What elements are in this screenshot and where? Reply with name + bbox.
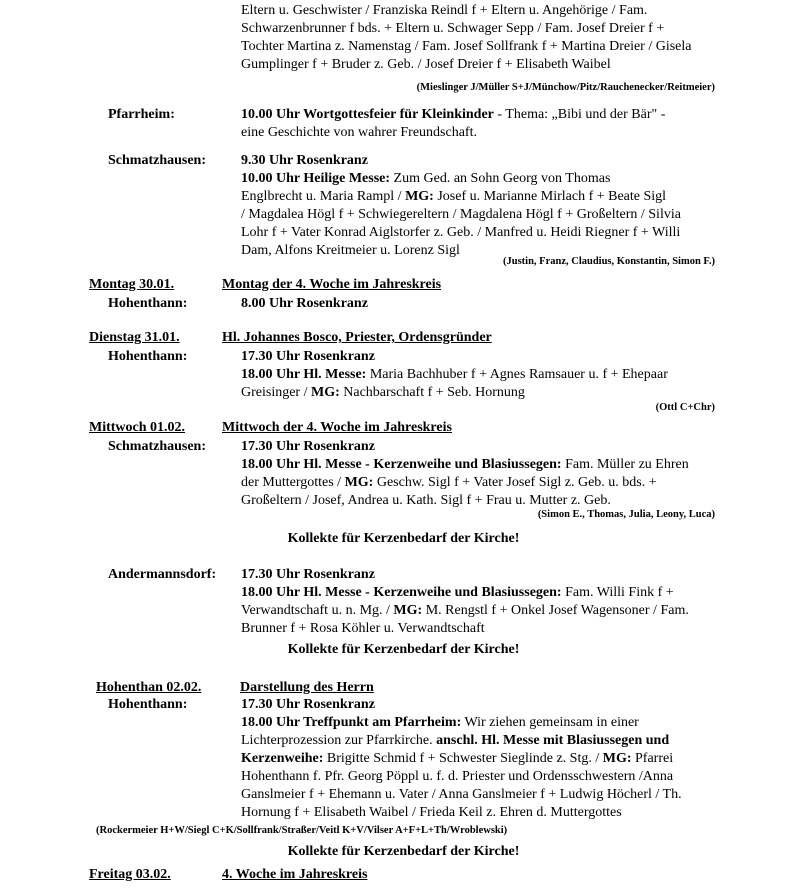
- event-time-title: Kerzenweihe:: [241, 751, 324, 766]
- event-line: [241, 170, 610, 188]
- place-label: Hohenthann:: [108, 296, 188, 311]
- text-segment: Englbrecht u. Maria Rampl /: [241, 189, 406, 204]
- event-line: 9.30 Uhr Rosenkranz: [241, 153, 368, 168]
- day-title: Darstellung des Herrn: [240, 680, 374, 695]
- text-line: Schwarzenbrunner f bds. + Eltern u. Schwager Sepp / Fam. Josef Dreier f +: [241, 21, 665, 36]
- event-line: [241, 106, 665, 124]
- event-line: 17.30 Uhr Rosenkranz: [241, 697, 375, 712]
- event-line: [241, 366, 668, 384]
- event-line: 17.30 Uhr Rosenkranz: [241, 349, 375, 364]
- text-segment: Brigitte Schmid f + Schwester Sieglinde z. Stg. /: [323, 751, 603, 766]
- text-segment: Lichterprozession zur Pfarrkirche.: [241, 733, 437, 748]
- text-line: [241, 188, 666, 206]
- ministrant-list: (Justin, Franz, Claudius, Konstantin, Simon F.): [503, 256, 715, 267]
- event-line: 8.00 Uhr Rosenkranz: [241, 296, 368, 311]
- day-date: Dienstag 31.01.: [89, 330, 180, 345]
- day-title: Hl. Johannes Bosco, Priester, Ordensgründer: [222, 330, 492, 345]
- text-segment: Greisinger /: [241, 385, 311, 400]
- kollekte-notice: Kollekte für Kerzenbedarf der Kirche!: [287, 844, 520, 859]
- day-date: Mittwoch 01.02.: [89, 420, 186, 435]
- kollekte-notice: Kollekte für Kerzenbedarf der Kirche!: [287, 642, 520, 657]
- day-title: 4. Woche im Jahreskreis: [222, 867, 368, 882]
- text-line: Dam, Alfons Kreitmeier u. Lorenz Sigl: [241, 243, 460, 258]
- place-label: Pfarrheim:: [108, 107, 175, 122]
- event-time-title: 18.00 Uhr Hl. Messe - Kerzenweihe und Blasiussegen:: [241, 457, 562, 472]
- text-line: Hornung f + Elisabeth Waibel / Frieda Keil z. Ehren d. Muttergottes: [241, 805, 622, 820]
- text-line: / Magdalea Högl f + Schwiegereltern / Magdalena Högl f + Großeltern / Silvia: [241, 207, 681, 222]
- event-text: Maria Bachhuber f + Agnes Ramsauer u. f + Ehepaar: [366, 367, 668, 382]
- text-line: Großeltern / Josef, Andrea u. Kath. Sigl f + Frau u. Mutter z. Geb.: [241, 493, 611, 508]
- text-line: Eltern u. Geschwister / Franziska Reindl f + Eltern u. Angehörige / Fam.: [241, 3, 648, 18]
- text-segment: Verwandtschaft u. n. Mg. /: [241, 603, 394, 618]
- mg-label: MG:: [602, 751, 632, 766]
- text-segment: M. Rengstl f + Onkel Josef Wagensoner / Fam.: [422, 603, 689, 618]
- text-line: Ganslmeier f + Ehemann u. Vater / Anna Ganslmeier f + Ludwig Höcherl / Th.: [241, 787, 682, 802]
- event-text: Wir ziehen gemeinsam in einer: [461, 715, 639, 730]
- text-segment: Geschw. Sigl f + Vater Josef Sigl z. Geb. u. bds. +: [373, 475, 657, 490]
- event-time-title: 18.00 Uhr Treffpunkt am Pfarrheim:: [241, 715, 462, 730]
- event-time-title: 18.00 Uhr Hl. Messe:: [241, 367, 367, 382]
- event-line: 17.30 Uhr Rosenkranz: [241, 567, 375, 582]
- mg-label: MG:: [393, 603, 423, 618]
- text-line: Tochter Martina z. Namenstag / Fam. Josef Sollfrank f + Martina Dreier / Gisela: [241, 39, 692, 54]
- text-line: [241, 750, 673, 768]
- event-time-title: 18.00 Uhr Hl. Messe - Kerzenweihe und Blasiussegen:: [241, 585, 562, 600]
- day-date: Freitag 03.02.: [89, 867, 171, 882]
- day-title: Montag der 4. Woche im Jahreskreis: [222, 277, 442, 292]
- text-line: eine Geschichte von wahrer Freundschaft.: [241, 125, 477, 140]
- event-line: [241, 714, 639, 732]
- day-title: Mittwoch der 4. Woche im Jahreskreis: [222, 420, 452, 435]
- event-time-title: 10.00 Uhr Wortgottesfeier für Kleinkinder: [241, 107, 494, 122]
- event-text: - Thema: „Bibi und der Bär" -: [493, 107, 666, 122]
- text-segment: Josef u. Marianne Mirlach f + Beate Sigl: [433, 189, 667, 204]
- ministrant-list: (Simon E., Thomas, Julia, Leony, Luca): [537, 509, 715, 520]
- text-line: [241, 474, 657, 492]
- event-text: Zum Ged. an Sohn Georg von Thomas: [390, 171, 611, 186]
- text-line: Brunner f + Rosa Köhler u. Verwandtschaft: [241, 621, 485, 636]
- text-segment: der Muttergottes /: [241, 475, 345, 490]
- event-text: Fam. Willi Fink f +: [561, 585, 674, 600]
- text-line: [241, 732, 669, 750]
- mg-label: MG:: [310, 385, 340, 400]
- event-time-title: anschl. Hl. Messe mit Blasiussegen und: [436, 733, 670, 748]
- event-line: [241, 584, 674, 602]
- kollekte-notice: Kollekte für Kerzenbedarf der Kirche!: [287, 531, 520, 546]
- ministrant-list: (Rockermeier H+W/Siegl C+K/Sollfrank/Straßer/Veitl K+V/Vilser A+F+L+Th/Wroblewski): [96, 825, 508, 836]
- mg-label: MG:: [405, 189, 434, 204]
- text-line: [241, 384, 525, 402]
- text-line: [241, 602, 689, 620]
- place-label: Andermannsdorf:: [108, 567, 217, 582]
- place-label: Hohenthann:: [108, 349, 188, 364]
- event-time-title: 10.00 Uhr Heilige Messe:: [241, 171, 391, 186]
- event-line: [241, 456, 689, 474]
- day-date: Montag 30.01.: [89, 277, 175, 292]
- day-date: Hohenthan 02.02.: [96, 680, 202, 695]
- text-line: Gumplinger f + Bruder z. Geb. / Josef Dreier f + Elisabeth Waibel: [241, 57, 611, 72]
- text-segment: Nachbarschaft f + Seb. Hornung: [339, 385, 525, 400]
- mg-label: MG:: [344, 475, 374, 490]
- event-line: 17.30 Uhr Rosenkranz: [241, 439, 375, 454]
- place-label: Schmatzhausen:: [108, 153, 207, 168]
- place-label: Hohenthann:: [108, 697, 188, 712]
- text-segment: Pfarrei: [631, 751, 674, 766]
- text-line: Lohr f + Vater Konrad Aiglstorfer z. Geb. / Manfred u. Heidi Riegner f + Willi: [241, 225, 681, 240]
- place-label: Schmatzhausen:: [108, 439, 207, 454]
- ministrant-list: (Mieslinger J/Müller S+J/Münchow/Pitz/Rauchenecker/Reitmeier): [416, 82, 715, 93]
- event-text: Fam. Müller zu Ehren: [561, 457, 689, 472]
- ministrant-list: (Ottl C+Chr): [655, 402, 715, 413]
- text-line: Hohenthann f. Pfr. Georg Pöppl u. f. d. Priester und Ordensschwestern /Anna: [241, 769, 674, 784]
